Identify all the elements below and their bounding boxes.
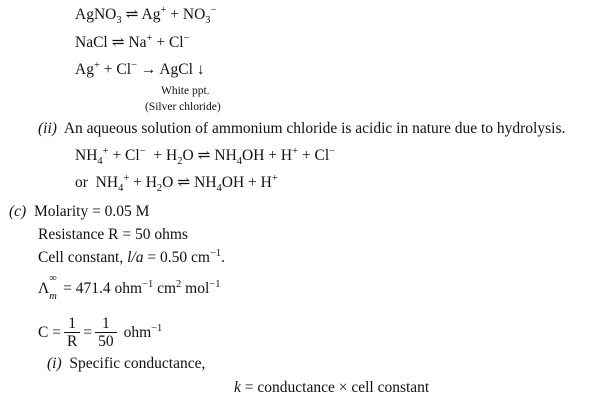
- part-ii-text: An aqueous solution of ammonium chloride is acidic in nature due to hydrolysis.: [63, 120, 566, 137]
- eq3-r2-sup: −: [131, 59, 137, 71]
- eq4-g: + Cl: [298, 147, 330, 164]
- part-i-text: Specific conductance,: [69, 355, 206, 372]
- formula-rest: = conductance × cell constant: [240, 379, 430, 396]
- eq3-r1-sup: +: [93, 59, 100, 71]
- eq3-r2: Cl: [116, 61, 132, 78]
- conductance-unit: ohm: [123, 323, 152, 341]
- eq3-arrow: →: [136, 61, 160, 78]
- limiting-molar-conductivity: Λ ∞ m = 471.4 ohm$^{-1}$ $cm^2$ mol$^{-1}$: [38, 273, 221, 302]
- lambda-sup3: −1: [209, 278, 221, 290]
- eq1-arrow: ⇌: [125, 6, 139, 23]
- eq1-p2-sup: −: [210, 4, 217, 16]
- equation-sodium-chloride-dissociation: [75, 34, 190, 52]
- lambda-mol: mol: [181, 280, 210, 297]
- eq4-g-sup: −: [329, 145, 336, 157]
- formula-k: k: [234, 379, 241, 396]
- eq5-a-sub: 4: [118, 183, 124, 195]
- cell-constant-end: .: [221, 249, 225, 266]
- precipitate-label: White ppt.: [161, 85, 210, 97]
- lambda-value: = 471.4 ohm: [59, 280, 143, 297]
- part-ii-marker: (ii): [38, 120, 57, 137]
- eq1-lhs: AgNO: [75, 6, 117, 23]
- equation-ammonium-chloride-hydrolysis: [75, 145, 336, 168]
- eq3-r1: Ag: [75, 61, 94, 78]
- eq2-arrow: ⇌: [111, 34, 125, 51]
- cell-constant-number: = 0.50 cm: [143, 249, 210, 266]
- molarity-value: Molarity = 0.05 M: [33, 203, 150, 220]
- specific-conductance-formula: [234, 379, 429, 397]
- fraction-1-numerator: 1: [64, 315, 80, 333]
- eq1-p1-sup: +: [160, 4, 167, 16]
- eq5-a: NH: [95, 174, 119, 191]
- eq3-product: AgCl: [159, 61, 193, 78]
- eq4-arrow: ⇌: [197, 147, 211, 164]
- part-c-molarity: [9, 203, 149, 221]
- eq4-a-sup: +: [102, 145, 109, 157]
- eq5-arrow: ⇌: [177, 174, 191, 191]
- eq4-f-sup: +: [292, 145, 299, 157]
- part-i-marker: (i): [47, 355, 62, 372]
- eq5-d: NH: [190, 174, 217, 191]
- eq1-plus: +: [166, 6, 183, 23]
- eq2-p1-sup: +: [146, 32, 153, 44]
- eq4-b: + Cl: [108, 147, 140, 164]
- fraction-1-denominator: R: [66, 333, 78, 350]
- equation-silver-chloride-precipitation: [75, 61, 205, 79]
- eq2-p1: Na: [128, 34, 147, 51]
- eq2-p2-sup: −: [183, 32, 190, 44]
- eq4-a: NH: [75, 147, 98, 164]
- equation-silver-nitrate-dissociation: [75, 4, 217, 27]
- fraction-one-over-r: [64, 315, 80, 350]
- cell-constant-label: Cell constant,: [38, 249, 128, 266]
- part-ii-statement: [38, 120, 565, 138]
- eq4-d: O: [182, 147, 198, 164]
- eq5-e: OH + H: [221, 174, 272, 191]
- conductance-label: C =: [38, 323, 61, 341]
- eq2-plus: +: [152, 34, 169, 51]
- fraction-2-numerator: 1: [95, 315, 117, 333]
- eq1-p2-sub: 3: [205, 15, 211, 27]
- resistance-value: Resistance R = 50 ohms: [38, 226, 188, 243]
- eq1-p2: NO: [182, 6, 206, 23]
- eq5-e-sup: +: [271, 172, 278, 184]
- part-i-statement: [47, 355, 205, 373]
- eq4-c-sub: 2: [177, 156, 183, 168]
- lambda-cm: cm: [153, 280, 177, 297]
- lambda-symbol: Λ: [38, 280, 50, 297]
- eq3-plus: +: [99, 61, 117, 78]
- eq4-c: + H: [145, 147, 178, 164]
- eq4-e-sub: 4: [236, 156, 243, 168]
- precipitate-arrow-icon: ↓: [192, 61, 205, 78]
- eq4-b-sup: −: [139, 145, 146, 157]
- eq4-a-sub: 4: [97, 156, 103, 168]
- precipitate-name: (Silver chloride): [145, 101, 221, 113]
- part-c-marker: (c): [9, 203, 27, 220]
- fraction-one-over-fifty: [95, 315, 117, 350]
- eq5-b: + H: [129, 174, 157, 191]
- eq2-lhs: NaCl: [75, 34, 108, 51]
- eq2-p2: Cl: [168, 34, 184, 51]
- eq5-b-sub: 2: [156, 183, 163, 195]
- eq4-e: NH: [210, 147, 237, 164]
- conductance-unit-sup: −1: [151, 322, 163, 334]
- conductance-equals: =: [83, 323, 93, 341]
- conductance-equation: [38, 315, 162, 350]
- cell-constant-sup: −1: [209, 247, 222, 259]
- eq4-f: OH + H: [242, 147, 293, 164]
- cell-constant-var: l/a: [127, 249, 144, 266]
- eq5-or: or: [75, 174, 96, 191]
- eq5-a-sup: +: [123, 172, 130, 184]
- eq1-lhs-sub: 3: [116, 15, 122, 27]
- eq5-c: O: [162, 174, 178, 191]
- cell-constant-value: [38, 249, 225, 267]
- fraction-2-denominator: 50: [98, 333, 114, 350]
- lambda-sup1: −1: [142, 278, 154, 290]
- eq5-d-sub: 4: [216, 183, 222, 195]
- eq1-p1: Ag: [141, 6, 161, 23]
- lambda-sup2: 2: [176, 278, 182, 290]
- equation-ammonium-ion-hydrolysis: [75, 172, 278, 195]
